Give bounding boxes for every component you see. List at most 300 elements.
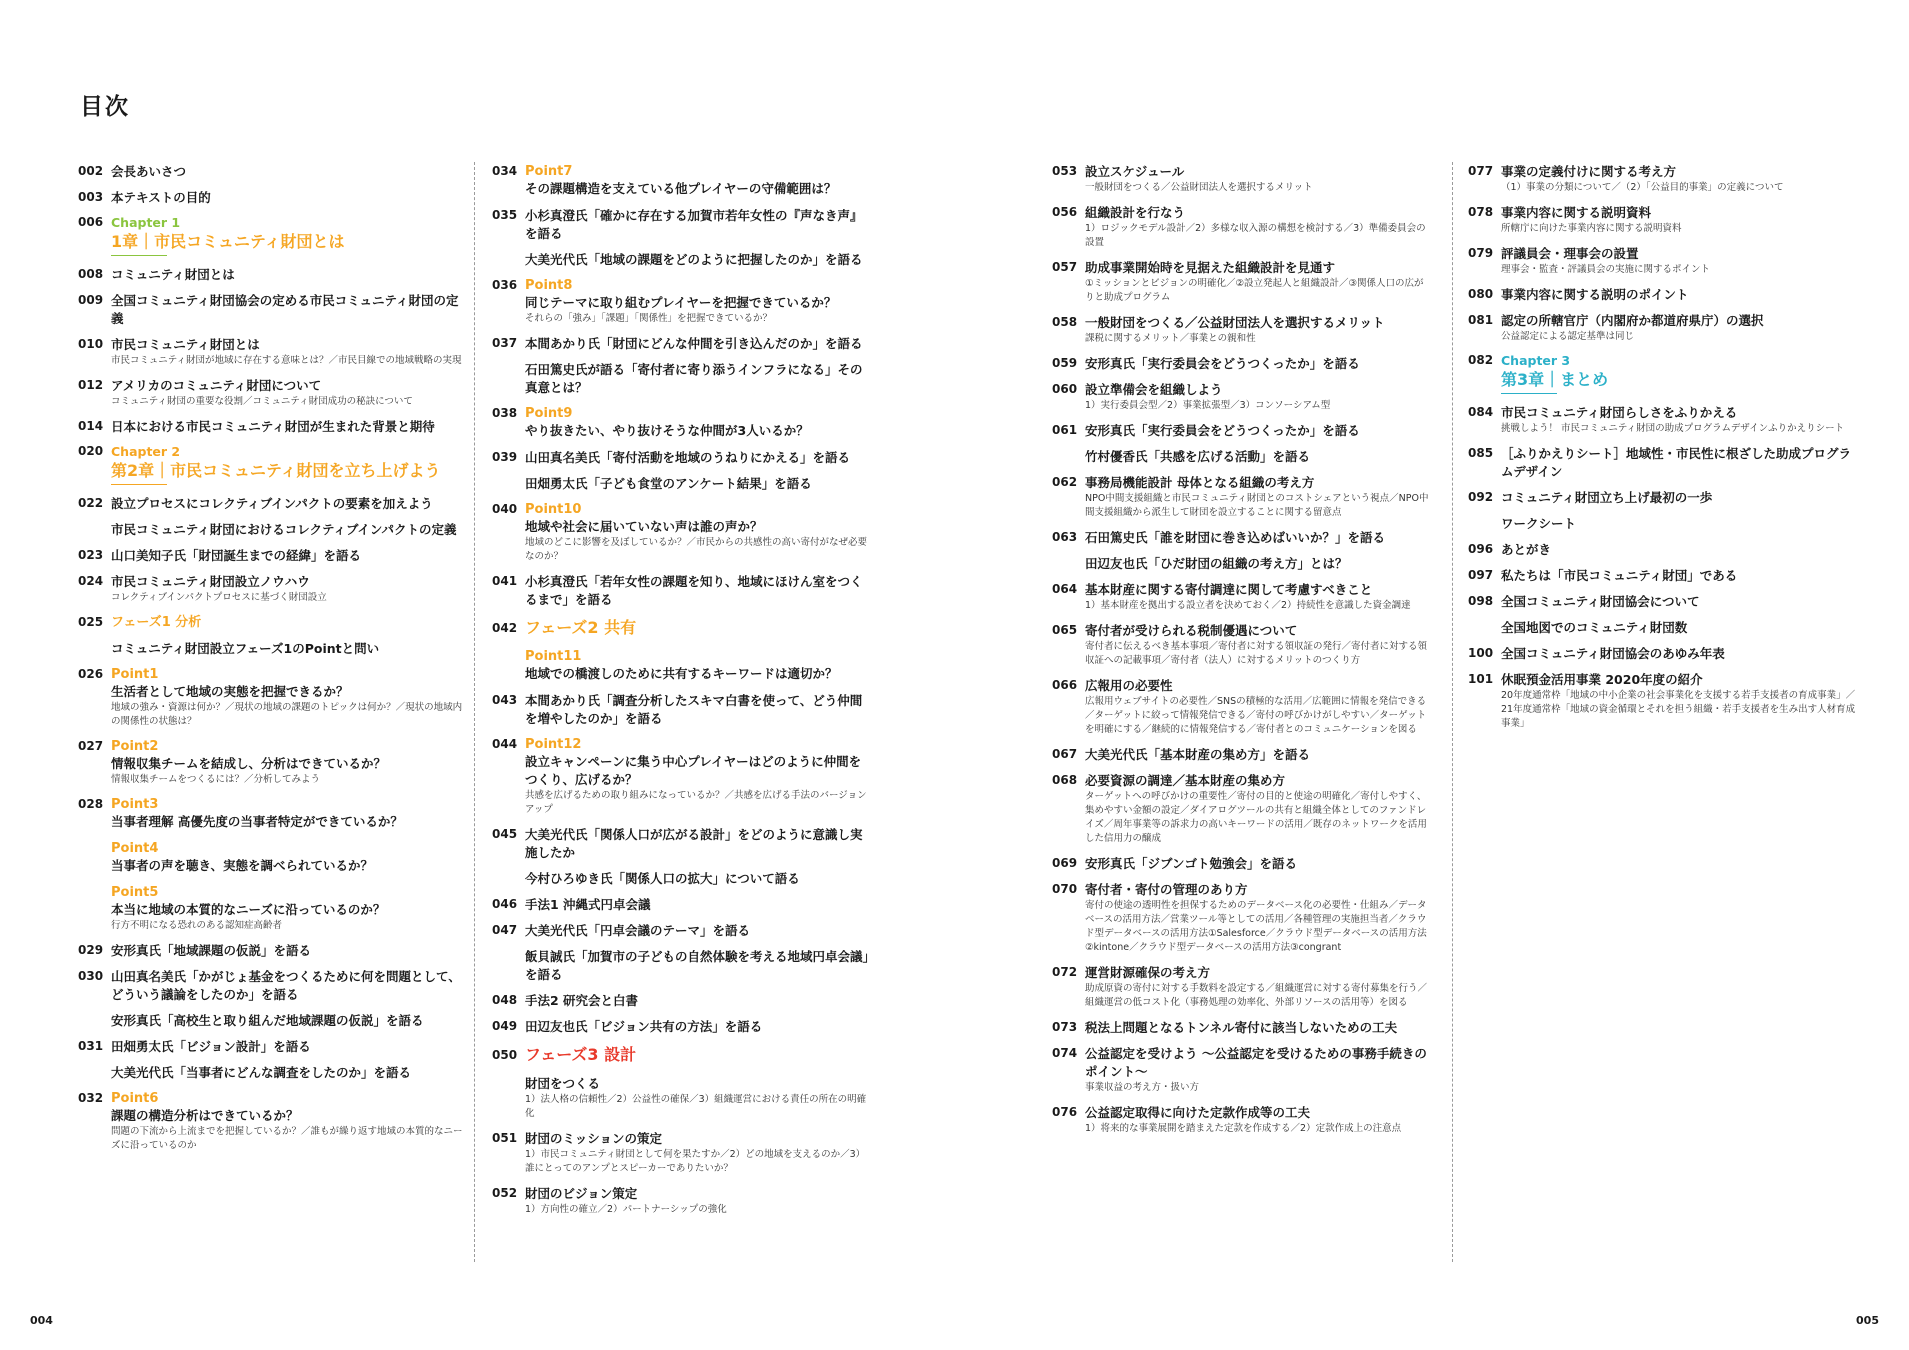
- toc-entry[interactable]: [492, 992, 872, 1010]
- toc-entry[interactable]: [1468, 541, 1858, 559]
- toc-entry[interactable]: [492, 1044, 872, 1066]
- toc-title: やり抜きたい、やり抜けそうな仲間が3人いるか？: [525, 423, 809, 438]
- toc-entry[interactable]: [78, 1012, 468, 1030]
- toc-title: 山田真名美氏「寄付活動を地域のうねりにかえる」を語る: [525, 450, 851, 465]
- toc-entry[interactable]: [492, 163, 872, 198]
- toc-entry[interactable]: [492, 948, 872, 984]
- toc-subtitle: 行方不明になる恐れのある認知症高齢者: [111, 920, 283, 931]
- toc-title: 安形真氏「実行委員会をどうつくったか」を語る: [1085, 423, 1360, 438]
- toc-entry[interactable]: [78, 292, 468, 328]
- section-heading: 1章｜市民コミュニティ財団とは: [111, 232, 345, 251]
- toc-entry[interactable]: [78, 1038, 468, 1056]
- page-number-left: 004: [30, 1314, 53, 1327]
- toc-title: アメリカのコミュニティ財団について: [111, 378, 322, 393]
- point-label: Point1: [111, 667, 159, 682]
- toc-entry[interactable]: [492, 449, 872, 467]
- toc-subtitle: 1）将来的な事業展開を踏まえた定款を作成する／2）定款作成上の注意点: [1085, 1123, 1402, 1134]
- toc-subtitle: 1）基本財産を拠出する設立者を決めておく／2）持続性を意識した資金調達: [1085, 600, 1411, 611]
- toc-entry[interactable]: [1052, 163, 1432, 195]
- toc-page-number: 060: [1052, 382, 1078, 396]
- toc-entry[interactable]: [1468, 353, 1858, 394]
- toc-entry[interactable]: [1468, 312, 1858, 344]
- toc-entry[interactable]: [492, 870, 872, 888]
- toc-title: 情報収集チームを結成し、分析はできているか？: [111, 756, 387, 771]
- toc-entry[interactable]: [492, 826, 872, 862]
- toc-entry[interactable]: [1052, 855, 1432, 873]
- toc-title: 飯貝誠氏「加賀市の子どもの自然体験を考える地域円卓会議」を語る: [525, 949, 869, 982]
- toc-title: 税法上問題となるトンネル寄付に該当しないための工夫: [1085, 1020, 1398, 1035]
- toc-subtitle: 公益認定による認定基準は同じ: [1501, 331, 1635, 342]
- chapter-label: Chapter 1: [111, 215, 181, 230]
- toc-entry[interactable]: [78, 189, 468, 207]
- toc-title: 当事者の声を聴き、実態を調べられているか？: [111, 858, 374, 873]
- toc-entry[interactable]: [78, 377, 468, 409]
- toc-subtitle: 地域の強み・資源は何か？／現状の地域の課題のトピックは何か？／現状の地域内の関係性の状態は？: [111, 702, 463, 727]
- toc-subtitle: 問題の下流から上流までを把握しているか？／誰もが繰り返す地域の本質的なニーズに沿っているのか: [111, 1126, 463, 1151]
- toc-subtitle: ターゲットへの呼びかけの重要性／寄付の目的と使途の明確化／寄付しやすく、集めやすい金額の設定／ダイアログツールの共有と組織全体としてのファンドレイズ／周年事業等の訴求力の高いキーワードの活用／既存のネットワークを活用した信用力の醸成: [1085, 791, 1427, 844]
- toc-title: 今村ひろゆき氏「関係人口の拡大」について語る: [525, 871, 800, 886]
- toc-page-number: 041: [492, 574, 518, 588]
- toc-column-4: [1468, 163, 1858, 1265]
- toc-page-number: 067: [1052, 747, 1078, 761]
- toc-page-number: 081: [1468, 313, 1494, 327]
- chapter-label: Chapter 3: [1501, 353, 1571, 368]
- toc-page-number: 036: [492, 278, 518, 292]
- toc-page-number: 032: [78, 1091, 104, 1105]
- toc-title: 山田真名美氏「かがじょ基金をつくるために何を問題として、どういう議論をしたのか」を語る: [111, 969, 461, 1002]
- toc-entry[interactable]: [78, 547, 468, 565]
- toc-title: 寄付者・寄付の管理のあり方: [1085, 882, 1248, 897]
- toc-subtitle: 市民コミュニティ財団が地域に存在する意味とは？／市民目線での地域戦略の実現: [111, 355, 462, 366]
- toc-title: 運営財源確保の考え方: [1085, 965, 1211, 980]
- toc-title: その課題構造を支えている他プレイヤーの守備範囲は？: [525, 181, 837, 196]
- toc-title: 全国地図でのコミュニティ財団数: [1501, 620, 1688, 635]
- toc-subtitle: 20年度通常枠「地域の中小企業の社会事業化を支援する若手支援者の育成事業」／21年度通常枠「地域の資金循環とそれを担う組織・若手支援者を生み出す人材育成事業」: [1501, 690, 1856, 729]
- toc-page-number: 022: [78, 496, 104, 510]
- point-label: Point4: [111, 841, 159, 856]
- toc-title: 事業内容に関する説明資料: [1501, 205, 1652, 220]
- column-divider: [1452, 162, 1453, 1262]
- toc-title: ［ふりかえりシート］地域性・市民性に根ざした助成プログラムデザイン: [1501, 446, 1852, 479]
- toc-title: 財団のミッションの策定: [525, 1131, 663, 1146]
- toc-title: 日本における市民コミュニティ財団が生まれた背景と期待: [111, 419, 435, 434]
- toc-entry[interactable]: [1052, 555, 1432, 573]
- toc-title: 大美光代氏「基本財産の集め方」を語る: [1085, 747, 1311, 762]
- toc-page-number: 039: [492, 450, 518, 464]
- toc-entry[interactable]: [492, 1075, 872, 1121]
- toc-page-number: 082: [1468, 353, 1494, 367]
- toc-entry[interactable]: [78, 640, 468, 658]
- toc-page-number: 100: [1468, 646, 1494, 660]
- toc-entry[interactable]: [78, 444, 468, 485]
- column-divider: [474, 162, 475, 1262]
- toc-entry[interactable]: [1052, 964, 1432, 1010]
- toc-title: 休眠預金活用事業 2020年度の紹介: [1501, 672, 1703, 687]
- toc-subtitle: コミュニティ財団の重要な役割／コミュニティ財団成功の秘訣について: [111, 396, 413, 407]
- toc-title: 市民コミュニティ財団設立ノウハウ: [111, 574, 310, 589]
- toc-title: 一般財団をつくる／公益財団法人を選択するメリット: [1085, 315, 1385, 330]
- toc-page-number: 044: [492, 737, 518, 751]
- section-heading: 第3章｜まとめ: [1501, 370, 1609, 389]
- toc-page-number: 046: [492, 897, 518, 911]
- toc-entry[interactable]: [1468, 445, 1858, 481]
- toc-entry[interactable]: [78, 266, 468, 284]
- toc-title: 認定の所轄官庁（内閣府か都道府県庁）の選択: [1501, 313, 1764, 328]
- toc-entry[interactable]: [492, 335, 872, 353]
- toc-title: 事業内容に関する説明のポイント: [1501, 287, 1689, 302]
- toc-subtitle: 1）法人格の信頼性／2）公益性の確保／3）組織運営における責任の所在の明確化: [525, 1094, 867, 1119]
- toc-title: 会長あいさつ: [111, 164, 187, 179]
- toc-title: 同じテーマに取り組むプレイヤーを把握できているか？: [525, 295, 837, 310]
- toc-subtitle: 挑戦しよう！ 市民コミュニティ財団の助成プログラムデザインふりかえりシート: [1501, 423, 1845, 434]
- toc-title: 財団のビジョン策定: [525, 1186, 638, 1201]
- toc-column-3: [1052, 163, 1432, 1265]
- toc-page-number: 092: [1468, 490, 1494, 504]
- toc-entry[interactable]: [78, 1090, 468, 1153]
- page-title: 目次: [80, 94, 130, 120]
- toc-entry[interactable]: [1052, 622, 1432, 668]
- toc-title: 課題の構造分析はできているか？: [111, 1108, 299, 1123]
- toc-title: 地域での橋渡しのために共有するキーワードは適切か？: [525, 666, 838, 681]
- toc-entry[interactable]: [1052, 1104, 1432, 1136]
- toc-entry[interactable]: [1468, 286, 1858, 304]
- heading-rule: [111, 484, 167, 485]
- toc-subtitle: 1）市民コミュニティ財団として何を果たすか／2）どの地域を支えるのか／3）誰にとってのアンプとスピーカーでありたいか？: [525, 1149, 866, 1174]
- toc-page-number: 040: [492, 502, 518, 516]
- toc-title: 田畑勇太氏「ビジョン設計」を語る: [111, 1039, 311, 1054]
- toc-entry[interactable]: [1052, 314, 1432, 346]
- toc-page-number: 012: [78, 378, 104, 392]
- toc-entry[interactable]: [1468, 645, 1858, 663]
- toc-title: 安形真氏「高校生と取り組んだ地域課題の仮説」を語る: [111, 1013, 424, 1028]
- toc-title: 設立準備会を組織しよう: [1085, 382, 1223, 397]
- toc-page-number: 043: [492, 693, 518, 707]
- toc-page-number: 068: [1052, 773, 1078, 787]
- toc-entry[interactable]: [1052, 422, 1432, 440]
- toc-title: 大美光代氏「円卓会議のテーマ」を語る: [525, 923, 751, 938]
- toc-title: 大美光代氏「地域の課題をどのように把握したのか」を語る: [525, 252, 863, 267]
- toc-entry[interactable]: [1468, 567, 1858, 585]
- point-label: Point2: [111, 739, 159, 754]
- toc-title: 田畑勇太氏「子ども食堂のアンケート結果」を語る: [525, 476, 812, 491]
- toc-page-number: 051: [492, 1131, 518, 1145]
- toc-entry[interactable]: [78, 884, 468, 933]
- toc-title: 公益認定を受けよう ～公益認定を受けるための事務手続きのポイント～: [1085, 1046, 1427, 1079]
- toc-title: 助成事業開始時を見据えた組織設計を見通す: [1085, 260, 1336, 275]
- toc-subtitle: 所轄庁に向けた事業内容に関する説明資料: [1501, 223, 1682, 234]
- toc-page-number: 047: [492, 923, 518, 937]
- toc-entry[interactable]: [1468, 671, 1858, 731]
- toc-title: 市民コミュニティ財団におけるコレクティブインパクトの定義: [111, 522, 457, 537]
- toc-page-number: 026: [78, 667, 104, 681]
- toc-entry[interactable]: [492, 648, 872, 683]
- toc-subtitle: 1）実行委員会型／2）事業拡張型／3）コンソーシアム型: [1085, 400, 1331, 411]
- toc-title: 寄付者が受けられる税制優遇について: [1085, 623, 1298, 638]
- toc-title: 大美光代氏「当事者にどんな調査をしたのか」を語る: [111, 1065, 412, 1080]
- toc-column-2: [492, 163, 872, 1265]
- toc-entry[interactable]: [492, 361, 872, 397]
- toc-title: 大美光代氏「関係人口が広がる設計」をどのように意識し実施したか: [525, 827, 863, 860]
- toc-entry[interactable]: [492, 251, 872, 269]
- toc-entry[interactable]: [1052, 677, 1432, 737]
- toc-page-number: 072: [1052, 965, 1078, 979]
- point-label: Point10: [525, 502, 582, 517]
- toc-entry[interactable]: [492, 207, 872, 243]
- toc-page-number: 056: [1052, 205, 1078, 219]
- toc-title: 必要資源の調達／基本財産の集め方: [1085, 773, 1286, 788]
- section-heading: 第2章｜市民コミュニティ財団を立ち上げよう: [111, 461, 441, 480]
- toc-title: 事務局機能設計 母体となる組織の考え方: [1085, 475, 1315, 490]
- toc-title: 評議員会・理事会の設置: [1501, 246, 1639, 261]
- toc-title: 全国コミュニティ財団協会のあゆみ年表: [1501, 646, 1725, 661]
- toc-page-number: 065: [1052, 623, 1078, 637]
- toc-title: 設立プロセスにコレクティブインパクトの要素を加えよう: [111, 496, 433, 511]
- toc-title: 小杉真澄氏「確かに存在する加賀市若年女性の『声なき声』を語る: [525, 208, 863, 241]
- toc-page-number: 014: [78, 419, 104, 433]
- toc-title: 安形真氏「実行委員会をどうつくったか」を語る: [1085, 356, 1360, 371]
- toc-entry[interactable]: [78, 215, 468, 256]
- toc-entry[interactable]: [1052, 204, 1432, 250]
- toc-page-number: 002: [78, 164, 104, 178]
- toc-page-number: 070: [1052, 882, 1078, 896]
- toc-entry[interactable]: [78, 521, 468, 539]
- toc-title: 全国コミュニティ財団協会の定める市民コミュニティ財団の定義: [111, 293, 459, 326]
- toc-entry[interactable]: [1052, 448, 1432, 466]
- toc-page-number: 006: [78, 215, 104, 229]
- toc-title: 安形真氏「ジブンゴト勉強会」を語る: [1085, 856, 1298, 871]
- toc-title: 石田篤史氏が語る「寄付者に寄り添うインフラになる」その真意とは？: [525, 362, 863, 395]
- toc-entry[interactable]: [1468, 204, 1858, 236]
- toc-title: コミュニティ財団設立フェーズ1のPointと問い: [111, 641, 380, 656]
- toc-entry[interactable]: [78, 163, 468, 181]
- toc-page-number: 034: [492, 164, 518, 178]
- toc-entry[interactable]: [78, 336, 468, 368]
- toc-page-number: 053: [1052, 164, 1078, 178]
- toc-page-number: 027: [78, 739, 104, 753]
- toc-page-number: 101: [1468, 672, 1494, 686]
- toc-page-number: 077: [1468, 164, 1494, 178]
- toc-page-number: 097: [1468, 568, 1494, 582]
- toc-entry[interactable]: [1052, 355, 1432, 373]
- toc-entry[interactable]: [78, 418, 468, 436]
- toc-title: 本テキストの目的: [111, 190, 211, 205]
- section-heading: フェーズ3 設計: [525, 1045, 637, 1064]
- toc-entry[interactable]: [78, 573, 468, 605]
- point-label: Point11: [525, 649, 582, 664]
- toc-title: 全国コミュニティ財団協会について: [1501, 594, 1700, 609]
- toc-title: 手法2 研究会と白書: [525, 993, 639, 1008]
- toc-entry[interactable]: [78, 666, 468, 729]
- toc-subtitle: 理事会・監査・評議員会の実施に関するポイント: [1501, 264, 1711, 275]
- toc-entry[interactable]: [1468, 489, 1858, 507]
- toc-subtitle: 1）ロジックモデル設計／2）多様な収入源の構想を検討する／3）準備委員会の設置: [1085, 223, 1426, 248]
- toc-entry[interactable]: [1052, 381, 1432, 413]
- toc-entry[interactable]: [492, 277, 872, 326]
- toc-page-number: 020: [78, 444, 104, 458]
- toc-page-number: 057: [1052, 260, 1078, 274]
- toc-page-number: 050: [492, 1048, 518, 1062]
- toc-entry[interactable]: [1468, 619, 1858, 637]
- toc-column-1: [78, 163, 468, 1265]
- toc-subtitle: 寄付の使途の透明性を担保するためのデータベース化の必要性・仕組み／データベースの活用方法／営業ツール等としての活用／各種管理の実施担当者／クラウド型データベースの活用方法①Salesforce／クラウド型データベースの活用方法②kintone／クラウド型データベースの活用方法③congrant: [1085, 900, 1427, 953]
- toc-title: コミュニティ財団立ち上げ最初の一歩: [1501, 490, 1713, 505]
- toc-page-number: 052: [492, 1186, 518, 1200]
- toc-entry[interactable]: [1052, 1045, 1432, 1095]
- toc-entry[interactable]: [492, 736, 872, 817]
- toc-title: 本間あかり氏「調査分析したスキマ白書を使って、どう仲間を増やしたのか」を語る: [525, 693, 863, 726]
- toc-page-number: 066: [1052, 678, 1078, 692]
- toc-subtitle: 1）方向性の確立／2）パートナーシップの強化: [525, 1204, 727, 1215]
- toc-entry[interactable]: [1468, 593, 1858, 611]
- toc-title: 石田篤史氏「誰を財団に巻き込めばいいか？」を語る: [1085, 530, 1386, 545]
- toc-title: 広報用の必要性: [1085, 678, 1173, 693]
- toc-title: 財団をつくる: [525, 1076, 601, 1091]
- toc-page-number: 037: [492, 336, 518, 350]
- toc-entry[interactable]: [1468, 515, 1858, 533]
- toc-entry[interactable]: [1468, 404, 1858, 436]
- toc-page-number: 062: [1052, 475, 1078, 489]
- toc-subtitle: 寄付者に伝えるべき基本事項／寄付者に対する領収証の発行／寄付者に対する領収証への記載事項／寄付者（法人）に対するメリットのつくり方: [1085, 641, 1428, 666]
- toc-page-number: 038: [492, 406, 518, 420]
- toc-subtitle: 課税に関するメリット／事業との親和性: [1085, 333, 1256, 344]
- toc-entry[interactable]: [492, 573, 872, 609]
- toc-entry[interactable]: [78, 968, 468, 1004]
- toc-title: 市民コミュニティ財団とは: [111, 337, 260, 352]
- toc-page-number: 009: [78, 293, 104, 307]
- toc-entry[interactable]: [1052, 581, 1432, 613]
- toc-entry[interactable]: [492, 1018, 872, 1036]
- toc-page-number: 074: [1052, 1046, 1078, 1060]
- toc-title: 組織設計を行なう: [1085, 205, 1186, 220]
- toc-page-number: 059: [1052, 356, 1078, 370]
- toc-entry[interactable]: [78, 738, 468, 787]
- toc-title: 田辺友也氏「ビジョン共有の方法」を語る: [525, 1019, 763, 1034]
- toc-page-number: 069: [1052, 856, 1078, 870]
- toc-entry[interactable]: [1468, 163, 1858, 195]
- point-label: Point9: [525, 406, 573, 421]
- toc-title: 地域や社会に届いていない声は誰の声か？: [525, 519, 763, 534]
- toc-entry[interactable]: [492, 501, 872, 564]
- toc-page-number: 030: [78, 969, 104, 983]
- toc-entry[interactable]: [492, 1130, 872, 1176]
- toc-page-number: 025: [78, 615, 104, 629]
- toc-title: 本間あかり氏「財団にどんな仲間を引き込んだのか」を語る: [525, 336, 863, 351]
- point-label: フェーズ1 分析: [111, 615, 202, 630]
- toc-page-number: 098: [1468, 594, 1494, 608]
- point-label: Point6: [111, 1091, 159, 1106]
- toc-title: 本当に地域の本質的なニーズに沿っているのか？: [111, 902, 386, 917]
- toc-entry[interactable]: [78, 840, 468, 875]
- toc-subtitle: ①ミッションとビジョンの明確化／②設立発起人と組織設計／③関係人口の広がりと助成プログラム: [1085, 278, 1424, 303]
- toc-entry[interactable]: [1468, 245, 1858, 277]
- toc-entry[interactable]: [1052, 881, 1432, 955]
- toc-subtitle: （1）事業の分類について／（2）「公益目的事業」の定義について: [1501, 182, 1784, 193]
- toc-subtitle: コレクティブインパクトプロセスに基づく財団設立: [111, 592, 327, 603]
- toc-title: 竹村優香氏「共感を広げる活動」を語る: [1085, 449, 1311, 464]
- toc-entry[interactable]: [78, 942, 468, 960]
- toc-entry[interactable]: [78, 796, 468, 831]
- toc-page-number: 085: [1468, 446, 1494, 460]
- toc-subtitle: 事業収益の考え方・扱い方: [1085, 1082, 1200, 1093]
- toc-title: コミュニティ財団とは: [111, 267, 235, 282]
- toc-page-number: 096: [1468, 542, 1494, 556]
- point-label: Point7: [525, 164, 573, 179]
- toc-subtitle: 助成原資の寄付に対する手数料を設定する／組織運営に対する寄付募集を行う／組織運営の低コスト化（事務処理の効率化、外部リソースの活用等）を図る: [1085, 983, 1428, 1008]
- point-label: Point3: [111, 797, 159, 812]
- toc-title: 基本財産に関する寄付調達に関して考慮すべきこと: [1085, 582, 1373, 597]
- toc-page-number: 003: [78, 190, 104, 204]
- toc-entry[interactable]: [78, 614, 468, 631]
- toc-title: 私たちは「市民コミュニティ財団」である: [1501, 568, 1738, 583]
- toc-page-number: 049: [492, 1019, 518, 1033]
- toc-page-number: 078: [1468, 205, 1494, 219]
- toc-page-number: 045: [492, 827, 518, 841]
- toc-subtitle: 地域のどこに影響を及ぼしているか？／市民からの共感性の高い寄付がなぜ必要なのか？: [525, 537, 868, 562]
- toc-subtitle: 広報用ウェブサイトの必要性／SNSの積極的な活用／広範囲に情報を発信できる／ターゲットに絞って情報発信できる／寄付の呼びかけがしやすい／ターゲットを明確にする／継続的に情報発信する／寄付者とのコミュニケーションを図る: [1085, 696, 1427, 735]
- toc-entry[interactable]: [1052, 772, 1432, 846]
- toc-entry[interactable]: [1052, 746, 1432, 764]
- toc-subtitle: 情報収集チームをつくるには？／分析してみよう: [111, 774, 321, 785]
- toc-page-number: 029: [78, 943, 104, 957]
- toc-entry[interactable]: [492, 1185, 872, 1217]
- point-label: Point12: [525, 737, 582, 752]
- toc-page-number: 076: [1052, 1105, 1078, 1119]
- toc-title: 田辺友也氏「ひだ財団の組織の考え方」とは？: [1085, 556, 1348, 571]
- toc-entry[interactable]: [1052, 1019, 1432, 1037]
- toc-entry[interactable]: [492, 475, 872, 493]
- point-label: Point5: [111, 885, 159, 900]
- chapter-label: Chapter 2: [111, 444, 181, 459]
- toc-title: 設立キャンペーンに集う中心プレイヤーはどのように仲間をつくり、広げるか？: [525, 754, 862, 787]
- toc-page-number: 084: [1468, 405, 1494, 419]
- toc-entry[interactable]: [1052, 529, 1432, 547]
- toc-page-number: 061: [1052, 423, 1078, 437]
- heading-rule: [111, 255, 167, 256]
- heading-rule: [1501, 393, 1557, 394]
- toc-page-number: 010: [78, 337, 104, 351]
- toc-page-number: 073: [1052, 1020, 1078, 1034]
- toc-title: 事業の定義付けに関する考え方: [1501, 164, 1677, 179]
- toc-title: 手法1 沖縄式円卓会議: [525, 897, 651, 912]
- toc-entry[interactable]: [1052, 259, 1432, 305]
- toc-entry[interactable]: [492, 692, 872, 728]
- toc-entry[interactable]: [1052, 474, 1432, 520]
- toc-entry[interactable]: [492, 405, 872, 440]
- toc-entry[interactable]: [492, 617, 872, 639]
- toc-title: 山口美知子氏「財団誕生までの経緯」を語る: [111, 548, 362, 563]
- toc-page-number: 031: [78, 1039, 104, 1053]
- toc-page-number: 063: [1052, 530, 1078, 544]
- toc-page-number: 058: [1052, 315, 1078, 329]
- page-number-right: 005: [1856, 1314, 1879, 1327]
- toc-page-number: 024: [78, 574, 104, 588]
- toc-page-number: 023: [78, 548, 104, 562]
- toc-entry[interactable]: [492, 896, 872, 914]
- toc-page-number: 079: [1468, 246, 1494, 260]
- toc-title: 小杉真澄氏「若年女性の課題を知り、地域にほけん室をつくるまで」を語る: [525, 574, 863, 607]
- toc-entry[interactable]: [78, 495, 468, 513]
- toc-title: ワークシート: [1501, 516, 1577, 531]
- toc-title: 市民コミュニティ財団らしさをふりかえる: [1501, 405, 1738, 420]
- toc-title: 公益認定取得に向けた定款作成等の工夫: [1085, 1105, 1311, 1120]
- toc-entry[interactable]: [78, 1064, 468, 1082]
- toc-subtitle: NPO中間支援組織と市民コミュニティ財団とのコストシェアという視点／NPO中間支援組織から派生して財団を設立することに関する留意点: [1085, 493, 1429, 518]
- toc-page-number: 080: [1468, 287, 1494, 301]
- toc-entry[interactable]: [492, 922, 872, 940]
- toc-title: あとがき: [1501, 542, 1552, 557]
- toc-title: 安形真氏「地域課題の仮説」を語る: [111, 943, 312, 958]
- toc-page-number: 008: [78, 267, 104, 281]
